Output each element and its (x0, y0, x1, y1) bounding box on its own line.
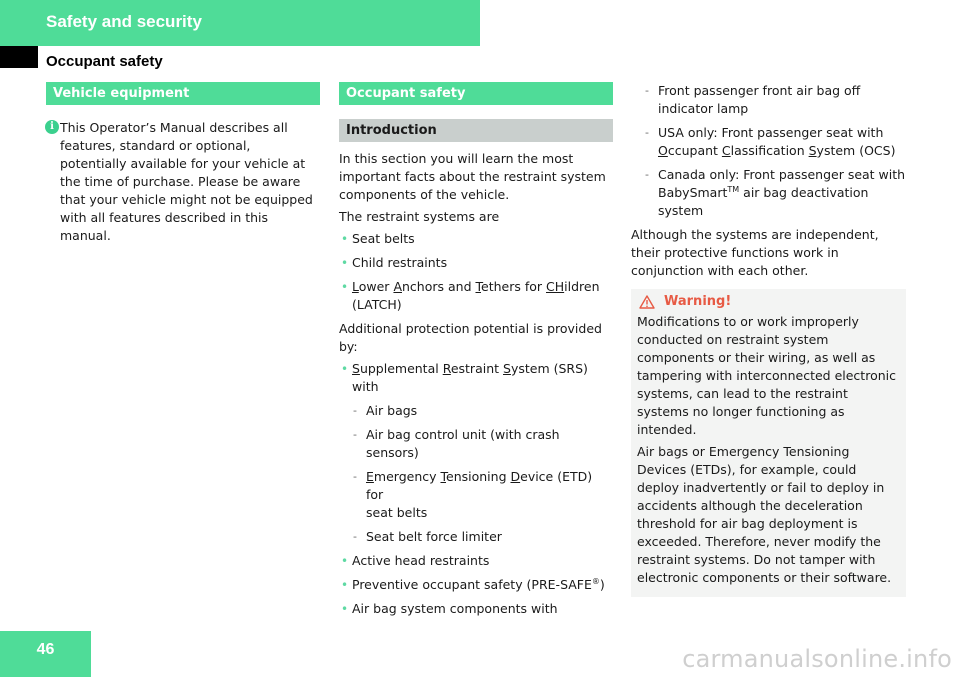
intro-paragraph: In this section you will learn the most important facts about the restraint system components of the vehicle. (339, 151, 606, 202)
sublist-item-babysmart: - Canada only: Front passenger seat with BabySmart™ air bag deactivation system (631, 166, 906, 220)
middle-column (339, 82, 613, 624)
watermark: carmanualsonline.info (682, 645, 952, 673)
introduction-heading: Introduction (346, 123, 437, 138)
page-number: 46 (36, 641, 55, 658)
introduction-bar (339, 119, 613, 142)
list-item-child-restraints: • Child restraints (339, 254, 613, 272)
info-text: This Operator’s Manual describes all features, standard or optional, potentially available for your vehicle at the time of purchase. Please be aware that your vehicle might not be equipped with all features described in this manual. (60, 120, 313, 243)
right-column (631, 82, 906, 597)
section-tab (0, 0, 480, 46)
sublist-item-force-limiter: - Seat belt force limiter (339, 528, 613, 546)
list-item-seat-belts: • Seat belts (339, 230, 613, 248)
info-note (46, 119, 320, 245)
sublist-item-air-bags: - Air bags (339, 402, 613, 420)
list-item-latch: • Lower Anchors and Tethers for CHildren (LATCH) (339, 278, 613, 314)
warning-title: Warning! (637, 293, 900, 311)
warning-paragraph-2: Air bags or Emergency Tensioning Devices (ETDs), for example, could deploy inadvertently or fail to deploy in accidents although the deceleration threshold for air bag deployment is exceeded. Therefore, never modify the restraint systems. Do not tamper with electronic components or their software. (637, 444, 892, 585)
occupant-safety-heading: Occupant safety (346, 86, 466, 101)
sublist-item-indicator-lamp: - Front passenger front air bag off indicator lamp (631, 82, 906, 118)
vehicle-equipment-heading: Vehicle equipment (53, 86, 190, 101)
list-item-srs: • Supplemental Restraint System (SRS) with (339, 360, 613, 396)
sublist-item-etd: - Emergency Tensioning Device (ETD) for seat belts (339, 468, 613, 522)
warning-triangle-icon (639, 295, 655, 309)
list-item-airbag-components: • Air bag system components with (339, 600, 613, 618)
list-item-head-restraints: • Active head restraints (339, 552, 613, 570)
left-column (46, 82, 320, 245)
info-icon: i (45, 120, 59, 134)
black-tab-marker (0, 46, 38, 68)
occupant-safety-bar (339, 82, 613, 105)
sublist-item-control-unit: - Air bag control unit (with crash sensors) (339, 426, 613, 462)
page-number-box (0, 631, 91, 677)
list-item-pre-safe: • Preventive occupant safety (PRE-SAFE®) (339, 576, 613, 594)
restraint-systems-lead: The restraint systems are (339, 209, 500, 224)
warning-paragraph-1: Modifications to or work improperly conducted on restraint system components or their wiring, as well as tampering with interconnected electronic systems, can lead to the restraint systems no longer functioning as intended. (637, 314, 896, 437)
independent-paragraph: Although the systems are independent, their protective functions work in conjunction with each other. (631, 227, 879, 278)
sublist-item-ocs: - USA only: Front passenger seat with Occupant Classification System (OCS) (631, 124, 906, 160)
vehicle-equipment-bar (46, 82, 320, 105)
section-title: Safety and security (46, 12, 202, 31)
additional-protection-lead: Additional protection potential is provided by: (339, 321, 602, 354)
warning-box (631, 289, 906, 597)
page-title: Occupant safety (46, 53, 163, 70)
